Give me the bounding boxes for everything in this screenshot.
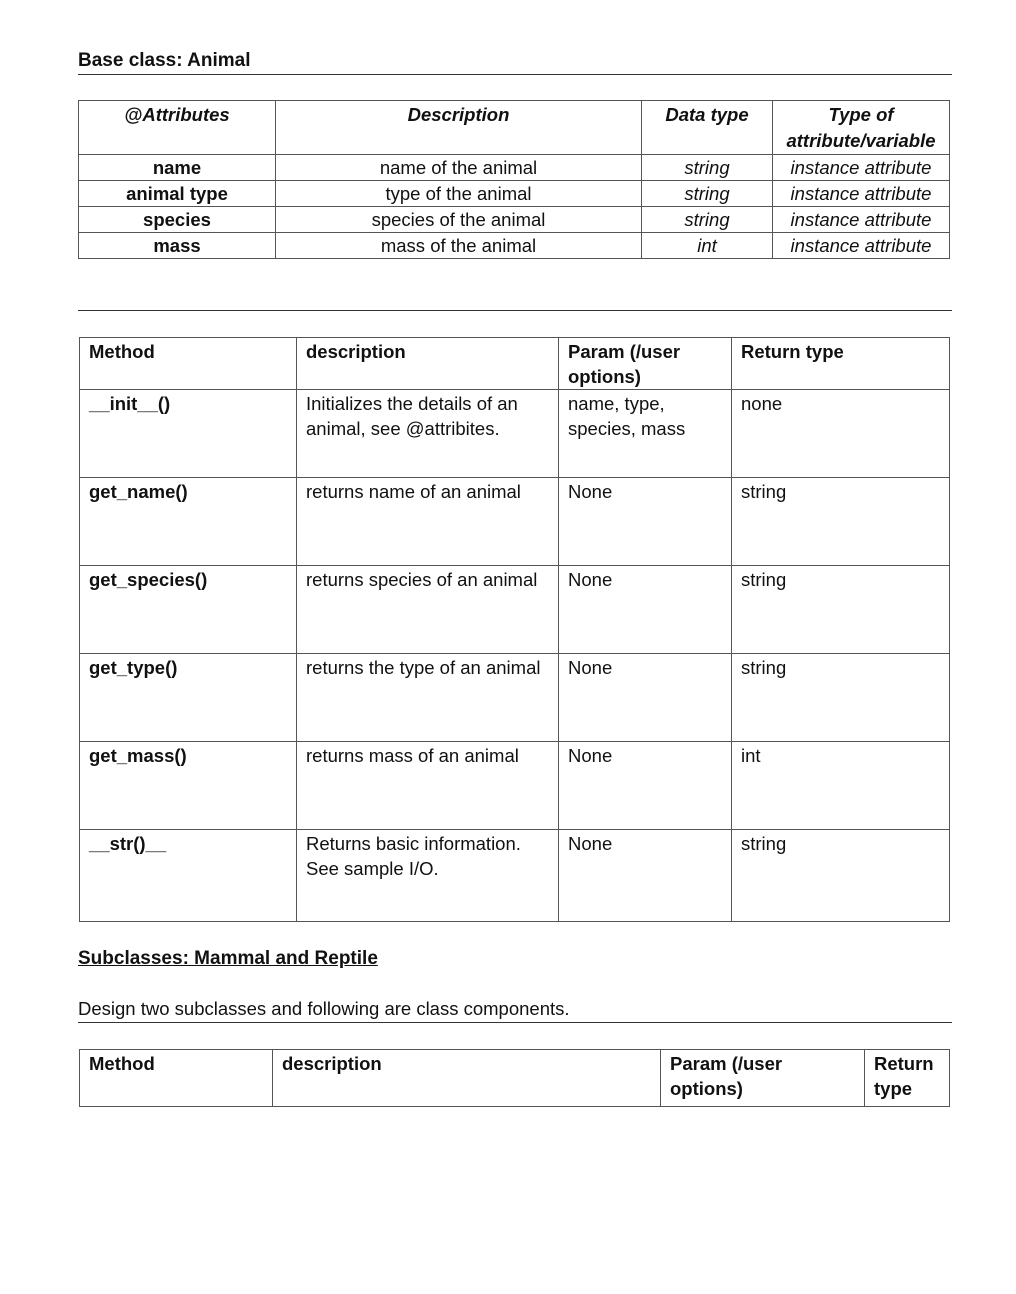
method-description: returns mass of an animal [297,742,559,830]
attribute-kind: instance attribute [773,207,950,233]
attribute-name: mass [79,233,276,259]
attributes-table [78,100,950,259]
method-description: returns the type of an animal [297,654,559,742]
method-name: get_type() [80,654,297,742]
methods-header-cell: Method [80,338,297,390]
method-params: None [559,742,732,830]
method-return-type: string [732,830,950,922]
table-row [80,390,950,478]
attribute-description: type of the animal [276,181,642,207]
attribute-name: species [79,207,276,233]
method-return-type: string [732,478,950,566]
table-row [80,478,950,566]
attributes-header-cell: Type of attribute/variable [773,101,950,155]
heading-divider [78,74,952,75]
methods-header-cell: Return type [732,338,950,390]
table-row [79,233,950,259]
attribute-description: name of the animal [276,155,642,181]
method-params: None [559,566,732,654]
method-description: Initializes the details of an animal, see @attribites. [297,390,559,478]
method-description: returns name of an animal [297,478,559,566]
subclasses-header-cell: description [273,1050,661,1107]
subclasses-table [79,1049,950,1107]
attribute-data-type: int [642,233,773,259]
attribute-name: name [79,155,276,181]
method-params: name, type, species, mass [559,390,732,478]
method-name: get_species() [80,566,297,654]
method-description: returns species of an animal [297,566,559,654]
subclasses-header-cell: Return type [865,1050,950,1107]
table-row [79,207,950,233]
attribute-kind: instance attribute [773,155,950,181]
method-params: None [559,478,732,566]
attribute-description: species of the animal [276,207,642,233]
method-params: None [559,830,732,922]
attribute-kind: instance attribute [773,233,950,259]
attributes-header-row [79,101,950,155]
base-class-heading: Base class: Animal [78,50,251,71]
method-name: __init__() [80,390,297,478]
table-row [79,181,950,207]
table-row [79,155,950,181]
method-description: Returns basic information. See sample I/O. [297,830,559,922]
attributes-header-cell: Data type [642,101,773,155]
subclasses-intro: Design two subclasses and following are class components. [78,998,570,1019]
attribute-data-type: string [642,207,773,233]
subclasses-heading: Subclasses: Mammal and Reptile [78,948,378,969]
methods-header-cell: Param (/user options) [559,338,732,390]
method-name: __str()__ [80,830,297,922]
attribute-data-type: string [642,155,773,181]
attribute-name: animal type [79,181,276,207]
subclasses-header-cell: Method [80,1050,273,1107]
table-row [80,654,950,742]
method-return-type: int [732,742,950,830]
table-row [80,566,950,654]
table-row [80,742,950,830]
method-name: get_name() [80,478,297,566]
method-params: None [559,654,732,742]
method-return-type: string [732,566,950,654]
subclasses-header-cell: Param (/user options) [661,1050,865,1107]
method-name: get_mass() [80,742,297,830]
method-return-type: string [732,654,950,742]
method-return-type: none [732,390,950,478]
subclasses-header-row [80,1050,950,1107]
attribute-data-type: string [642,181,773,207]
table-row [80,830,950,922]
subclasses-divider [78,1022,952,1023]
attributes-header-cell: Description [276,101,642,155]
attributes-header-cell: @Attributes [79,101,276,155]
attribute-description: mass of the animal [276,233,642,259]
attribute-kind: instance attribute [773,181,950,207]
methods-header-cell: description [297,338,559,390]
methods-table [79,337,950,922]
section-divider [78,310,952,311]
methods-header-row [80,338,950,390]
